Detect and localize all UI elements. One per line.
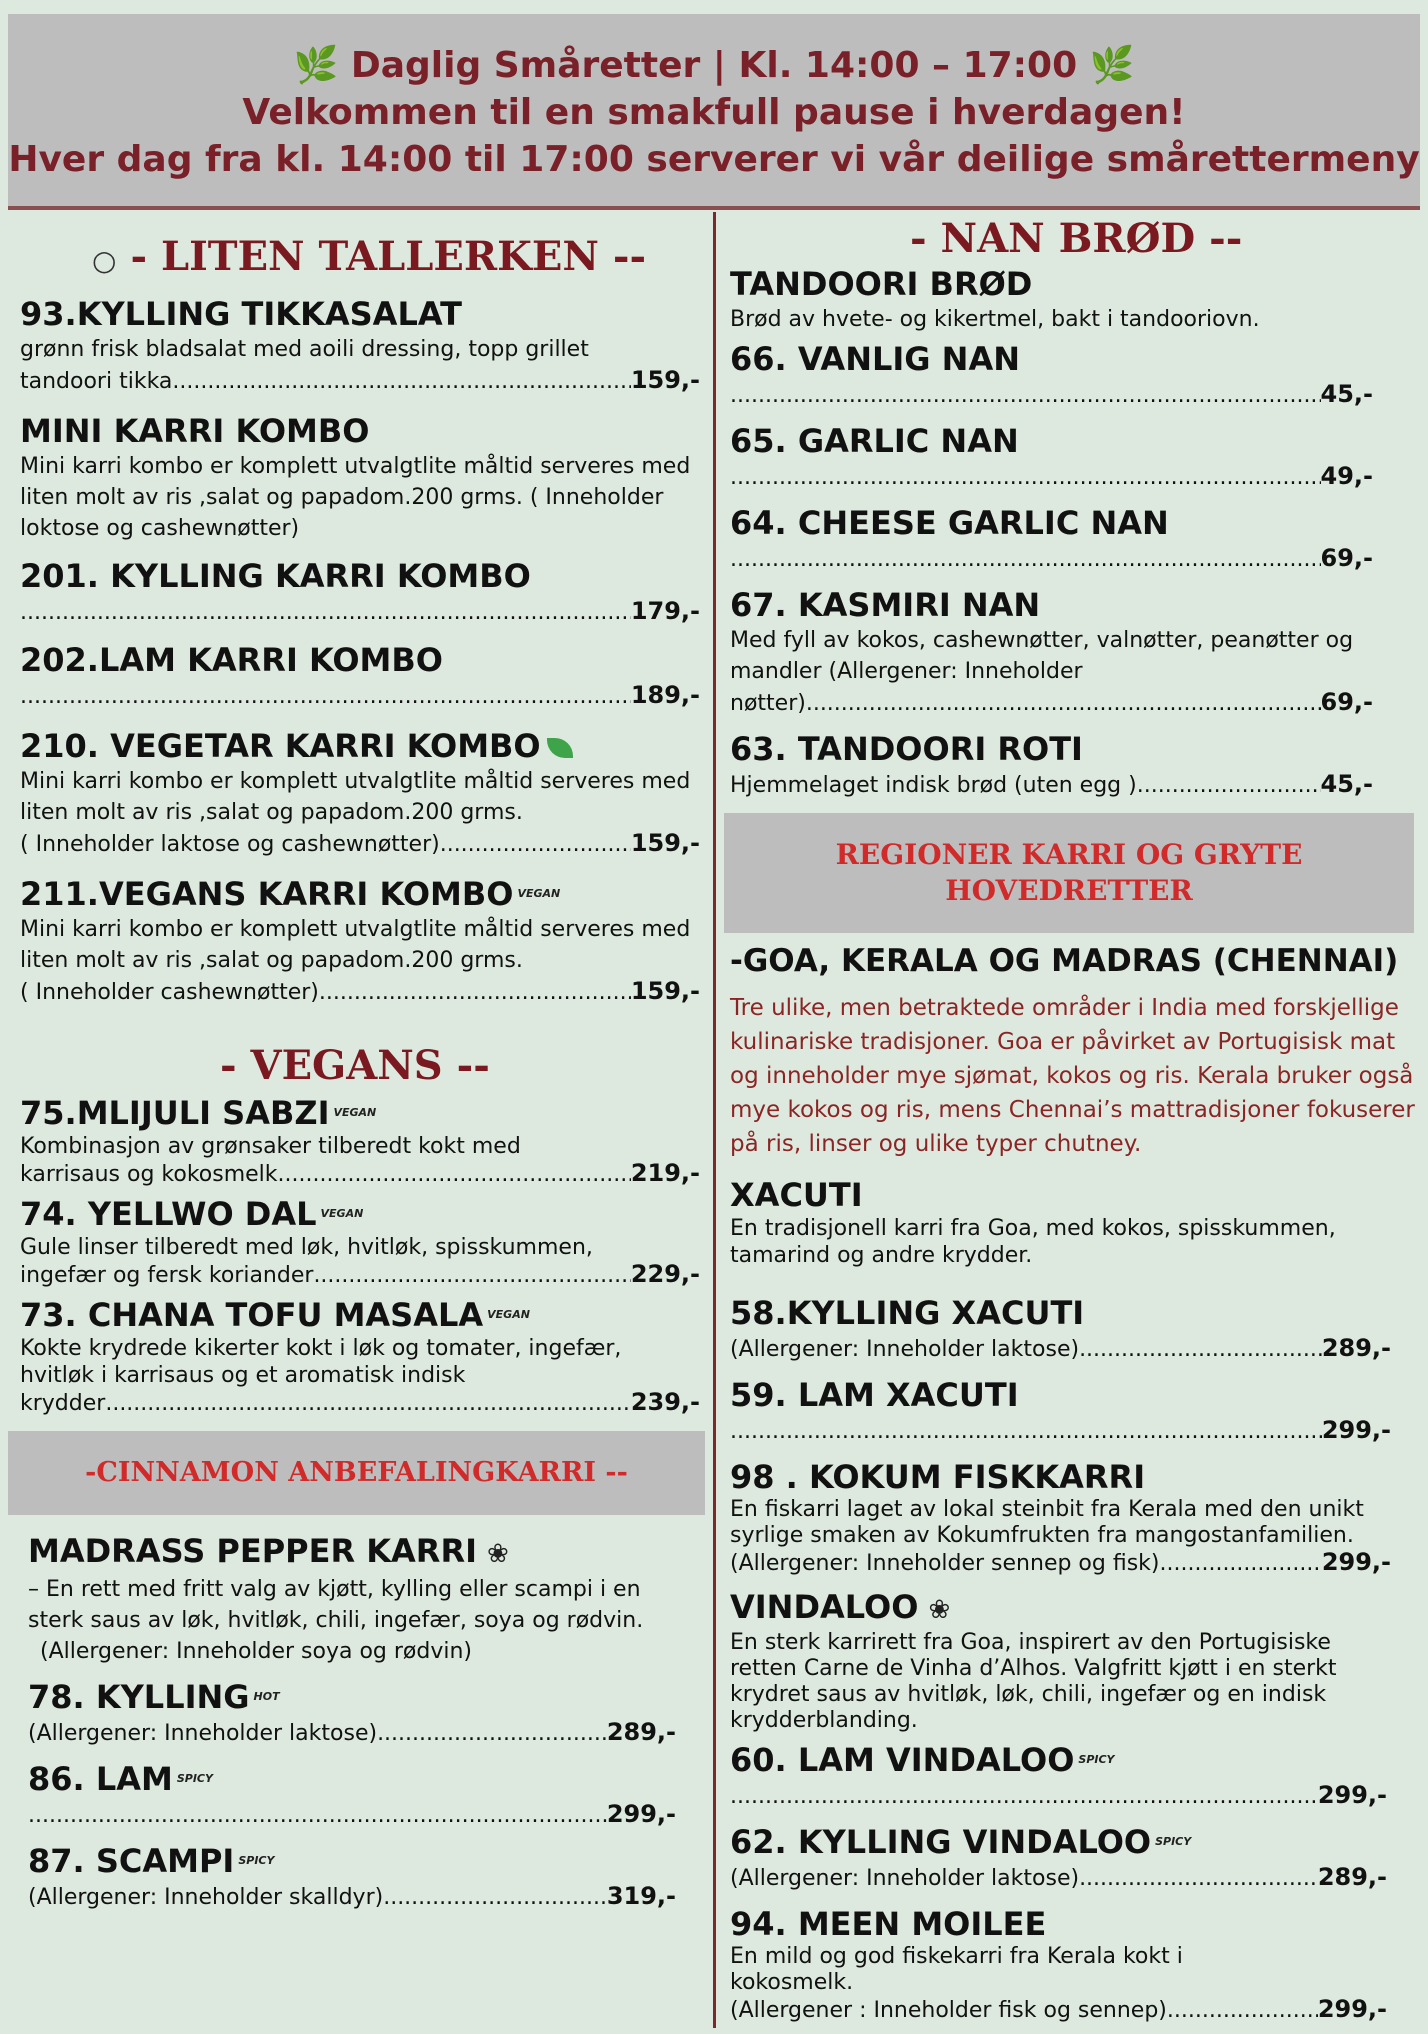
item-desc: Mini karri kombo er komplett utvalgtlite måltid serveres med liten molt av ris ,salat og papadom.200 grms. (20, 917, 691, 973)
price-line (28, 1799, 676, 1831)
vegetarian-leaf-icon (547, 738, 573, 758)
price-line (730, 543, 1373, 575)
header-hours: Hver dag fra kl. 14:00 til 17:00 serverer vi vår deilige smårettermeny (8, 139, 1420, 180)
price-line: tandoori tikka ..... 159,- (20, 365, 700, 397)
item-desc: Kombinasjon av grønsaker tilberedt kokt med (20, 1134, 521, 1159)
menu-item (28, 1759, 700, 1831)
price-line: krydder ..... 239,- (20, 1389, 700, 1417)
menu-item (20, 640, 700, 712)
section-box-cinnamon: -CINNAMON ANBEFALINGKARRI -- (8, 1431, 705, 1515)
item-price: 45,- (1320, 770, 1373, 798)
leaf-icon: 🌿 (1089, 45, 1135, 86)
price-line (730, 461, 1373, 493)
item-name: 64. CHEESE GARLIC NAN (730, 504, 1169, 542)
item-name: 94. MEEN MOILEE (730, 1905, 1047, 1943)
item-name: 73. CHANA TOFU MASALA $^{VEGAN}$ (20, 1296, 530, 1334)
item-name: 63. TANDOORI ROTI (730, 730, 1083, 768)
item-price: 229,- (630, 1260, 700, 1288)
section-box-regioner (724, 813, 1414, 933)
region-intro: Tre ulike, men betraktede områder i India med forskjellige kulinariske tradisjoner. Goa er påvirket av Portugisisk mat og inneholder mye sjømat, kokos og ris. Kerala bruker også mye kokos og ris, mens Chennai’s mattradisjoner fokuserer på ris, linser og ulike typer chutney. (730, 995, 1415, 1157)
item-price: 179,- (630, 597, 700, 625)
regioner-title-line1: REGIONER KARRI OG GRYTE (835, 838, 1303, 871)
section-title-nan-brod: - NAN BRØD -- (910, 215, 1243, 262)
price-line: ( Inneholder laktose og cashewnøtter) ..... 159,- (20, 828, 700, 860)
vegan-tag: VEGAN (333, 1106, 377, 1119)
vindaloo-heading: VINDALOO ❀ (730, 1588, 951, 1626)
menu-item (730, 729, 1415, 801)
item-price: 45,- (1320, 380, 1373, 408)
section-title-liten-tallerken: ○ - LITEN TALLERKEN -- (92, 233, 647, 280)
menu-item (20, 1093, 700, 1188)
price-line: nøtter) ..... 69,- (730, 687, 1373, 719)
item-price: 299,- (1321, 1548, 1391, 1576)
price-line: (Allergener : Inneholder fisk og sennep) ..... 299,- (730, 1996, 1387, 2024)
item-name: 87. SCAMPI $^{SPICY}$ (28, 1842, 275, 1880)
item-name: 98 . KOKUM FISKKARRI (730, 1458, 1146, 1496)
item-name: MADRASS PEPPER KARRI ❀ (28, 1532, 509, 1570)
item-price: 299,- (606, 1800, 676, 1828)
vindaloo-desc: En sterk karrirett fra Goa, inspirert av den Portugisiske retten Carne de Vinha d’Alhos. Valgfritt kjøtt i en sterkt krydret saus av hvitløk, løk, chili, ingefær og en indisk krydderblanding. (730, 1630, 1337, 1733)
price-line: ( Inneholder cashewnøtter) ..... 159,- (20, 976, 700, 1008)
region-heading: -GOA, KERALA OG MADRAS (CHENNAI) (730, 943, 1399, 979)
spicy-tag: SPICY (176, 1772, 213, 1785)
price-line (730, 1415, 1391, 1447)
menu-item (730, 1740, 1415, 1812)
price-line (20, 596, 700, 628)
item-desc: Med fyll av kokos, cashewnøtter, valnøtter, peanøtter og mandler (Allergener: Inneholder (730, 628, 1354, 684)
item-price: 299,- (1321, 1416, 1391, 1444)
item-price: 239,- (630, 1388, 700, 1416)
item-desc: Kokte krydrede kikerter kokt i løk og tomater, ingefær, hvitløk i karrisaus og et aromatisk indisk (20, 1336, 622, 1388)
menu-item (730, 503, 1415, 575)
item-name: 211.VEGANS KARRI KOMBO $^{VEGAN}$ (20, 875, 561, 913)
menu-item (730, 585, 1415, 719)
xacuti-heading: XACUTI (730, 1176, 863, 1214)
item-name: 202.LAM KARRI KOMBO (20, 641, 443, 679)
xacuti-desc: En tradisjonell karri fra Goa, med kokos, spisskummen, tamarind og andre krydder. (730, 1216, 1336, 1268)
circle-bullet-icon: ○ (92, 244, 117, 277)
item-name: 66. VANLIG NAN (730, 340, 1020, 378)
price-line: (Allergener: Inneholder sennep og fisk) ..... 299,- (730, 1549, 1391, 1577)
spicy-tag: SPICY (238, 1854, 275, 1867)
menu-item (28, 1677, 700, 1749)
menu-item (730, 1375, 1415, 1447)
menu-item (20, 1194, 700, 1289)
item-price: 319,- (606, 1882, 676, 1910)
item-price: 299,- (1317, 1995, 1387, 2023)
item-allergen: (Allergener: Inneholder soya og rødvin) (40, 1639, 473, 1664)
hot-tag: HOT (253, 1690, 280, 1703)
item-name: 62. KYLLING VINDALOO $^{SPICY}$ (730, 1823, 1192, 1861)
section-title-vegans: - VEGANS -- (220, 1042, 490, 1089)
item-price: 289,- (1321, 1334, 1391, 1362)
item-desc: En fiskarri laget av lokal steinbit fra Kerala med den unikt syrlige smaken av Kokumfrukten fra mangostanfamilien. (730, 1497, 1364, 1548)
item-price: 219,- (630, 1159, 700, 1187)
item-name: 74. YELLWO DAL $^{VEGAN}$ (20, 1195, 364, 1233)
item-price: 159,- (630, 977, 700, 1005)
price-line (730, 379, 1373, 411)
chili-icon: ❀ (928, 1595, 951, 1625)
menu-item (20, 556, 700, 628)
price-line: Hjemmelaget indisk brød (uten egg ) ..... 45,- (730, 769, 1373, 801)
item-price: 69,- (1320, 688, 1373, 716)
menu-item (20, 411, 700, 544)
price-line (730, 1780, 1387, 1812)
item-name: 58.KYLLING XACUTI (730, 1294, 1085, 1332)
item-price: 49,- (1320, 462, 1373, 490)
left-column (20, 215, 700, 1923)
item-name: 75.MLIJULI SABZI $^{VEGAN}$ (20, 1094, 377, 1132)
item-name: 78. KYLLING $^{HOT}$ (28, 1678, 280, 1716)
chili-icon: ❀ (486, 1539, 509, 1569)
item-desc: Mini karri kombo er komplett utvalgtlite måltid serveres med liten molt av ris ,salat og papadom.200 grms. (20, 769, 691, 825)
item-name: 65. GARLIC NAN (730, 422, 1019, 460)
menu-item (20, 294, 700, 397)
item-price: 289,- (1317, 1863, 1387, 1891)
price-line (20, 680, 700, 712)
menu-item (20, 726, 700, 860)
price-line: karrisaus og kokosmelk ..... 219,- (20, 1160, 700, 1188)
item-price: 159,- (630, 829, 700, 857)
price-line: (Allergener: Inneholder laktose) ..... 289,- (730, 1333, 1391, 1365)
menu-item (28, 1841, 700, 1913)
item-desc: Mini karri kombo er komplett utvalgtlite måltid serveres med liten molt av ris ,salat og papadom.200 grms. ( Inneholder loktose og cashewnøtter) (20, 454, 691, 541)
item-desc: – En rett med fritt valg av kjøtt, kylling eller scampi i en sterk saus av løk, hvitløk, chili, ingefær, soya og rødvin. (28, 1577, 644, 1633)
price-line: (Allergener: Inneholder skalldyr) ..... 319,- (28, 1881, 676, 1913)
item-name: 93.KYLLING TIKKASALAT (20, 295, 462, 333)
item-price: 159,- (630, 366, 700, 394)
item-desc: En mild og god fiskekarri fra Kerala kokt i kokosmelk. (730, 1944, 1183, 1995)
item-name: 201. KYLLING KARRI KOMBO (20, 557, 531, 595)
price-line: ingefær og fersk koriander ..... 229,- (20, 1261, 700, 1289)
right-column (730, 215, 1415, 2034)
price-line: (Allergener: Inneholder laktose) ..... 289,- (730, 1862, 1387, 1894)
regioner-title-line2: HOVEDRETTER (945, 874, 1193, 907)
header-title: Daglig Småretter | Kl. 14:00 – 17:00 (350, 45, 1078, 86)
item-price: 289,- (606, 1718, 676, 1746)
menu-item (730, 339, 1415, 411)
item-name: MINI KARRI KOMBO (20, 412, 370, 450)
menu-item (730, 1457, 1415, 1577)
vegan-tag: VEGAN (487, 1308, 530, 1321)
menu-item (730, 1904, 1415, 2024)
menu-item (730, 1822, 1415, 1894)
item-name: 60. LAM VINDALOO $^{SPICY}$ (730, 1741, 1115, 1779)
spicy-tag: SPICY (1078, 1753, 1115, 1766)
item-name: 59. LAM XACUTI (730, 1376, 1019, 1414)
item-name: 67. KASMIRI NAN (730, 586, 1041, 624)
item-name: 86. LAM $^{SPICY}$ (28, 1760, 213, 1798)
item-price: 299,- (1317, 1781, 1387, 1809)
header-title-line (8, 42, 1420, 89)
menu-item (20, 874, 700, 1008)
madrass-pepper-section (28, 1531, 700, 1913)
menu-item (730, 1293, 1415, 1365)
item-price: 189,- (630, 681, 700, 709)
leaf-icon: 🌿 (293, 45, 339, 86)
vegan-tag: VEGAN (517, 887, 561, 900)
menu-header (8, 14, 1420, 210)
header-welcome: Velkommen til en smakfull pause i hverdagen! (242, 92, 1186, 133)
item-desc: grønn frisk bladsalat med aoili dressing, topp grillet (20, 337, 589, 362)
price-line: (Allergener: Inneholder laktose) ..... 289,- (28, 1717, 676, 1749)
tandoori-bread-heading: TANDOORI BRØD (730, 265, 1033, 303)
item-desc: Gule linser tilberedt med løk, hvitløk, spisskummen, (20, 1235, 593, 1260)
vegan-tag: VEGAN (320, 1207, 364, 1220)
item-name: 210. VEGETAR KARRI KOMBO (20, 726, 700, 766)
menu-item (20, 1295, 700, 1417)
tandoori-bread-desc: Brød av hvete- og kikertmel, bakt i tandooriovn. (730, 307, 1260, 332)
spicy-tag: SPICY (1155, 1835, 1192, 1848)
column-divider (713, 212, 716, 2028)
menu-item (730, 421, 1415, 493)
item-price: 69,- (1320, 544, 1373, 572)
